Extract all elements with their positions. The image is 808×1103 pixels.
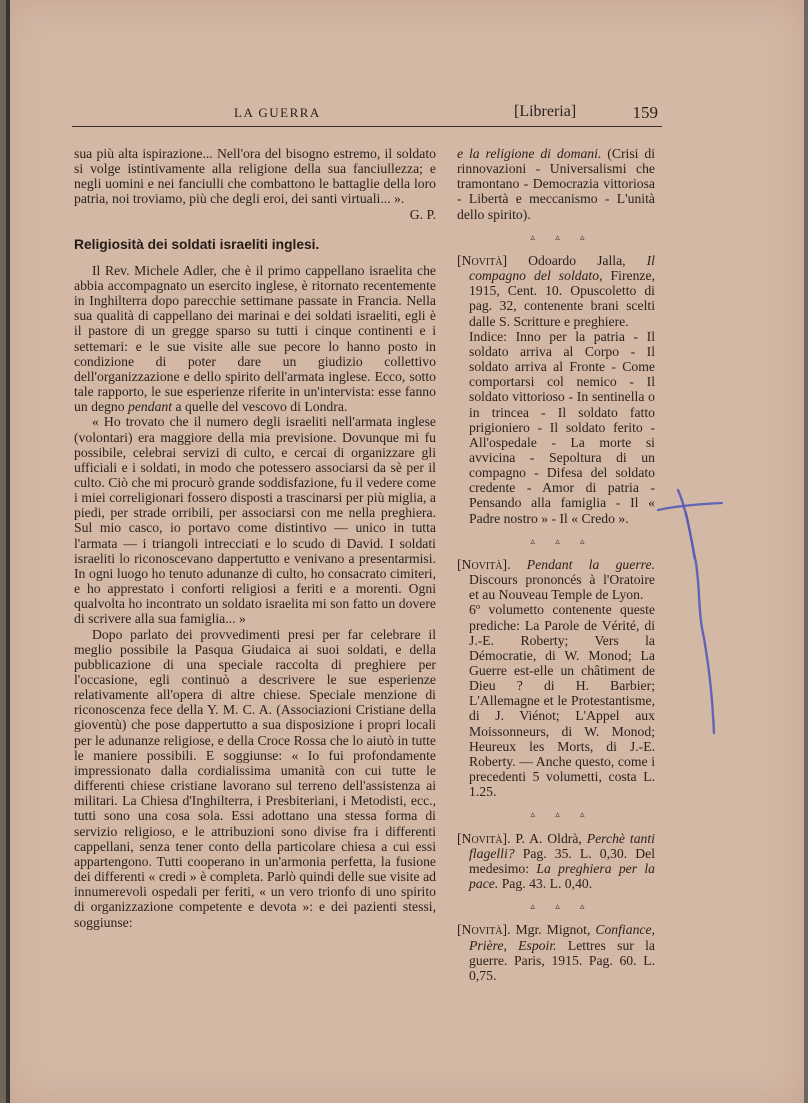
- entry-details-2: Pag. 43. L. 0,40.: [498, 876, 593, 892]
- pencil-mark-stroke: [686, 512, 694, 558]
- continuation-italic: e la religione di domani.: [457, 146, 602, 161]
- book-page: [6, 0, 804, 1103]
- entry-author: Mgr. Mignot,: [510, 922, 596, 938]
- article-title: Religiosità dei soldati israeliti inglesi.: [74, 236, 320, 252]
- separator-triangles: ▵ ▵ ▵: [530, 809, 594, 820]
- running-title: LA GUERRA: [234, 105, 321, 120]
- paragraph-2: « Ho trovato che il numero degli israeliti nell'armata inglese (volontari) era maggiore della mia previsione. Dovunque mi fu possibile, celebrai servizi di culto, e cercai di organizzare gli ufficiali e i soldati, in modo che potessero associarsi da sè per il culto. Ciò che mi procurò grande soddisfazione, fu il vedere come i miei correligionari fossero disposti a trascinarsi per più miglia, a piedi, per strade orribili, per associarsi con me nella preghiera. Sul mio casco, io portavo come distintivo — unico in tutta l'armata — i triangoli intrecciati e lo scudo di David. I soldati israeliti lo riconoscevano dappertutto e venivano a presentarmisi. In ogni luogo ho tenuto adunanze di culto, ho consacrato cimiteri, e ho apprestato i conforti religiosi a feriti e a morenti. Ogni qualvolta ho incontrato un soldato israelita mi son fatto un dovere di scrivere alla sua famiglia... »: [74, 414, 436, 627]
- entry-tag: [Novità].: [457, 556, 511, 572]
- bibliography-entry-jalla: [457, 253, 655, 329]
- page-header: [74, 103, 660, 125]
- lead-paragraph: sua più alta ispirazione... Nell'ora del bisogno estremo, il soldato si volge istintivamente alla religione della sua fanciullezza; e negli uomini e nei fanciulli che combattono le battaglie della loro patria, noi troviamo, più che degli eroi, dei santi virtuali... ».: [74, 146, 436, 207]
- pencil-mark-horizontal: [658, 503, 722, 510]
- page-number: 159: [632, 103, 658, 122]
- left-column: [74, 146, 436, 930]
- header-rule: [72, 126, 662, 127]
- paragraph-3: Dopo parlato dei provvedimenti presi per far celebrare il meglio possibile la Pasqua Giudaica ai suoi soldati, e della pubblicazione di una speciale raccolta di preghiere per l'occasione, egli continuò a descrivere le sue esperienze relativamente all'opera di altre chiese. Speciale menzione di riconoscenza fece della Y. M. C. A. (Associazioni Cristiane della gioventù) che pose dappertutto a sua disposizione i propri locali per le adunanze religiose, e della Croce Rossa che lo aiutò in tutte le maniere possibili. E soggiunse: « Io fui profondamente impressionato dalla cordialissima umanità con cui tutte le differenti chiese cristiane lavorano sul terreno dell'assistenza ai militari. La Chiesa d'Inghilterra, i Presbiteriani, i Metodisti, ecc., tutti sono una cosa sola. Essi adottano una stessa forma di servizio religioso, e le attribuzioni sono divise fra i differenti cappellani, senza tener conto della particolare chiesa a cui essi appartengono. Tutti cooperano in un'armonia perfetta, la fusione dei differenti « credi » è completa. Parlò quindi delle sue visite ad innumerevoli ospedali per feriti, « un vero trionfo di uno spirito di organizzazione competente e devota »: e dei pazienti stessi, soggiunse:: [74, 626, 436, 930]
- page-binding-edge: [6, 0, 10, 1103]
- entry-author: P. A. Oldrà,: [510, 830, 587, 846]
- bibliography-entry-mignot: [457, 922, 655, 983]
- section-label: [Libreria]: [514, 103, 577, 120]
- paragraph-1-text: Il Rev. Michele Adler, che è il primo cappellano israelita che abbia accompagnato un esercito inglese, è ritornato recentemente in Inghilterra dopo parecchie settimane passate in Francia. Nella sua qualità di cappellano dei marinai e dei soldati israeliti, egli è il pastore di un gregge sparso su tutti i cinque continenti e i settemari: e le sue visite alle sue pecore lo hanno posto in condizione di poter dare un giudizio collettivo dell'organizzazione e dello spirito dell'armata inglese. Ecco, sotto tale rapporto, le sue esperienze riferite in un'intervista: esse fanno un degno: [74, 262, 436, 415]
- pencil-mark: [656, 488, 736, 738]
- paragraph-1-end: a quelle del vescovo di Londra.: [172, 399, 348, 415]
- entry-tag: [Novità].: [457, 830, 511, 846]
- entry-title: Pendant la guerre.: [526, 556, 655, 572]
- entry-details: Lettres sur la guerre. Paris, 1915. Pag. 60. L. 0,75.: [469, 937, 655, 983]
- paragraph-1-italic: pendant: [127, 399, 173, 415]
- entry-tag: [Novità].: [457, 922, 511, 938]
- separator-triangles: ▵ ▵ ▵: [530, 901, 594, 912]
- entry-title: Perchè tanti flagelli?: [469, 830, 655, 861]
- entry-title: Il compagno del soldato,: [469, 252, 655, 284]
- entry-author: Odoardo Jalla,: [507, 252, 647, 268]
- entry-tag: [Novità]: [457, 252, 508, 268]
- separator-triangles: ▵ ▵ ▵: [530, 231, 594, 242]
- bibliography-entry-pendant: [457, 557, 655, 602]
- entry-details: Pag. 35. L. 0,30. Del medesimo:: [469, 845, 655, 876]
- signature: G. P.: [409, 206, 436, 222]
- entry-title: Confiance, Prière, Espoir.: [469, 922, 655, 953]
- pencil-mark-vertical: [678, 490, 714, 733]
- separator-triangles: ▵ ▵ ▵: [530, 535, 594, 546]
- entry-index: Indice: Inno per la patria - Il soldato arriva al Corpo - Il soldato arriva al Fronte - Come comportarsi col nemico - Il soldato vittorioso - In sentinella o in trincea - Il soldato fatto prigioniero - Il soldato ferito - All'ospedale - La morte si avvicina - Sepoltura di un compagno - Difesa del soldato credente - Amor di patria - Pensando alla famiglia - Il « Padre nostro » - Il « Credo ».: [469, 328, 655, 526]
- right-column: [457, 146, 655, 983]
- continuation-rest: (Crisi di rinnovazioni - Universalismi che tramontano - Democrazia vittoriosa - Libertà e meccanismo - L'unità dello spirito).: [457, 146, 656, 222]
- entry-note: 6º volumetto contenente queste prediche: La Parole de Vérité, di J.-E. Roberty; Vers la Démocratie, di W. Monod; La Guerre est-elle un châtiment de Dieu ? di H. Barbier; L'Allemagne et le Protestantisme, di J. Viénot; L'Appel aux Moissonneurs, di W. Monod; Heureux les Morts, di J.-E. Roberty. — Anche questo, come i precedenti 5 volumetti, costa L. 1.25.: [469, 602, 655, 800]
- entry-details: Discours prononcés à l'Oratoire et au Nouveau Temple de Lyon.: [469, 572, 655, 603]
- continuation-text: [457, 146, 655, 222]
- entry-details: Firenze, 1915, Cent. 10. Opuscoletto di pag. 32, contenente brani scelti dalle S. Scritture e preghiere.: [469, 268, 655, 329]
- bibliography-entry-oldra: [457, 831, 655, 892]
- paragraph-1: [74, 263, 436, 415]
- entry-title-2: La preghiera per la pace.: [469, 860, 655, 892]
